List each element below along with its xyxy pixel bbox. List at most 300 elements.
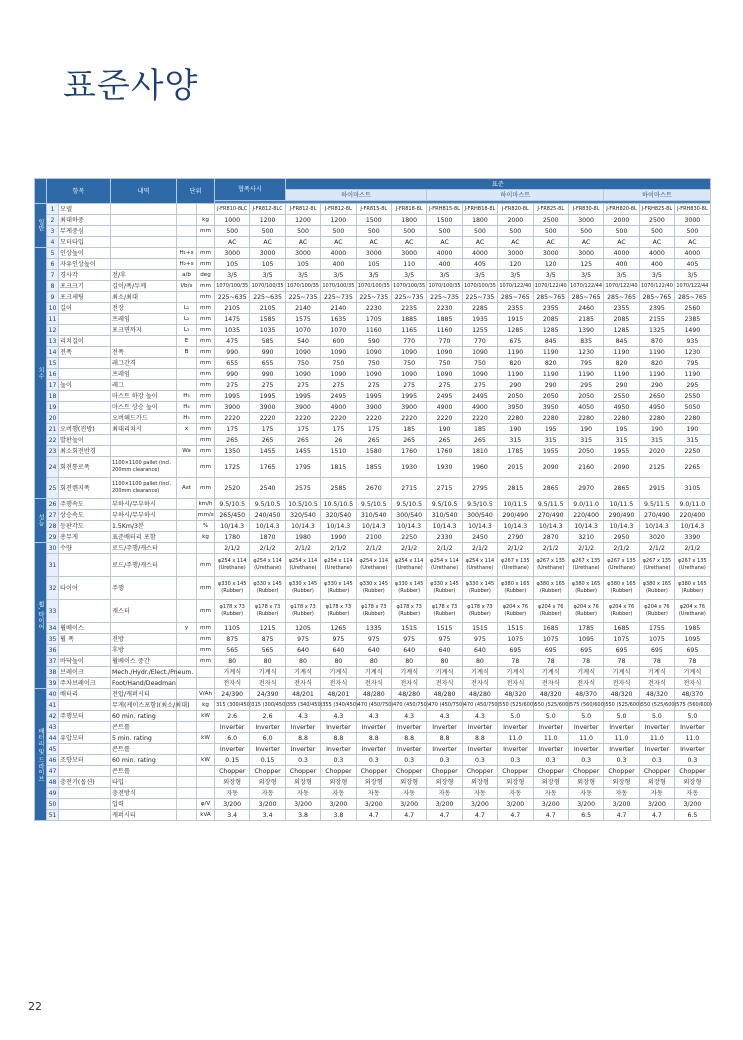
value-cell: 1090 — [462, 369, 497, 380]
section-label: 치수 — [35, 248, 47, 499]
value-cell: 전자식 — [391, 678, 426, 689]
value-cell: Chopper — [498, 766, 533, 777]
value-cell: 2000 — [498, 215, 533, 226]
row-number: 20 — [47, 413, 59, 424]
value-cell: 기계식 — [215, 667, 250, 678]
value-cell: 3/200 — [639, 799, 674, 810]
row-item — [59, 325, 111, 336]
row-item: 길이 — [59, 303, 111, 314]
row-item: 타이어 — [59, 577, 111, 600]
value-cell: 10/14.3 — [391, 521, 426, 532]
row-item — [59, 766, 111, 777]
row-desc: 콘트롤 — [111, 766, 177, 777]
row-unit: V/Ah — [197, 689, 215, 700]
value-cell: 3000 — [498, 248, 533, 259]
value-cell: Chopper — [391, 766, 426, 777]
value-cell: 2085 — [604, 314, 639, 325]
value-cell: 655 — [250, 358, 285, 369]
row-desc: 캐스터 — [111, 600, 177, 623]
value-cell: 1285 — [604, 325, 639, 336]
value-cell: 750 — [462, 358, 497, 369]
row-unit: km/h — [197, 499, 215, 510]
value-cell: 695 — [533, 645, 568, 656]
row-unit — [197, 667, 215, 678]
value-cell: 1885 — [391, 314, 426, 325]
value-cell: 3000 — [391, 248, 426, 259]
value-cell: Chopper — [675, 766, 711, 777]
table-row — [35, 336, 711, 347]
row-desc: 콘트롤 — [111, 744, 177, 755]
row-desc: 타입 — [111, 777, 177, 788]
row-number: 39 — [47, 678, 59, 689]
value-cell: 11.0 — [498, 733, 533, 744]
table-row — [35, 521, 711, 532]
row-desc: 전/후 — [111, 270, 177, 281]
value-cell: 400 — [639, 259, 674, 270]
table-row — [35, 457, 711, 478]
value-cell: 2715 — [427, 478, 462, 499]
value-cell: 외장형 — [321, 777, 356, 788]
value-cell: J-FR820-8L — [498, 204, 533, 215]
value-cell: 1000 — [215, 215, 250, 226]
value-cell: φ204 x 76 (Urethane) — [675, 600, 711, 623]
row-symbol — [177, 369, 197, 380]
value-cell: 2220 — [391, 413, 426, 424]
value-cell: 1200 — [285, 215, 320, 226]
value-cell: Inverter — [427, 744, 462, 755]
value-cell: 290 — [498, 380, 533, 391]
value-cell: 1070/100/35 — [356, 281, 391, 292]
value-cell: 2355 — [533, 303, 568, 314]
value-cell: 105 — [285, 259, 320, 270]
value-cell: 2500 — [639, 215, 674, 226]
header-unit: 단위 — [177, 179, 215, 204]
value-cell: AC — [321, 237, 356, 248]
value-cell: 550 (525/600) — [604, 700, 639, 711]
value-cell: φ204 x 76 (Rubber) — [533, 600, 568, 623]
value-cell: 1090 — [321, 369, 356, 380]
value-cell: 1785 — [568, 623, 603, 634]
table-row — [35, 634, 711, 645]
value-cell: 935 — [675, 336, 711, 347]
value-cell: 전자식 — [675, 678, 711, 689]
row-item: 회전렌지폭 — [59, 478, 111, 499]
row-number: 19 — [47, 402, 59, 413]
value-cell: 2160 — [568, 457, 603, 478]
row-number: 15 — [47, 358, 59, 369]
value-cell: Inverter — [356, 744, 391, 755]
table-row — [35, 347, 711, 358]
value-cell: 315 (300/450) — [215, 700, 250, 711]
row-symbol: a/b — [177, 270, 197, 281]
value-cell: Inverter — [568, 722, 603, 733]
value-cell: 110 — [391, 259, 426, 270]
value-cell: φ380 x 165 (Rubber) — [639, 577, 674, 600]
value-cell: 750 — [285, 358, 320, 369]
value-cell: 125 — [568, 259, 603, 270]
row-symbol — [177, 600, 197, 623]
row-item: 총무게 — [59, 532, 111, 543]
value-cell: 9.0/11.0 — [675, 499, 711, 510]
value-cell: J-FR812-8L — [285, 204, 320, 215]
row-desc: 무게(케이스포함)(최소/최대) — [112, 701, 190, 709]
value-cell: 3000 — [533, 248, 568, 259]
value-cell: 3/5 — [675, 270, 711, 281]
value-cell: 820 — [604, 358, 639, 369]
value-cell: 2285 — [462, 303, 497, 314]
table-row — [35, 744, 711, 755]
value-cell: φ330 x 145 (Rubber) — [391, 577, 426, 600]
value-cell: 975 — [321, 634, 356, 645]
row-number: 12 — [47, 325, 59, 336]
value-cell: 295 — [675, 380, 711, 391]
value-cell: 550 (525/600) — [498, 700, 533, 711]
value-cell: 500 — [427, 226, 462, 237]
value-cell: Inverter — [498, 722, 533, 733]
row-unit: mm — [197, 554, 215, 577]
row-desc: 휠베이스 중간 — [111, 656, 177, 667]
row-symbol — [177, 722, 197, 733]
value-cell: 외장형 — [639, 777, 674, 788]
row-number: 8 — [47, 281, 59, 292]
table-row — [35, 755, 711, 766]
value-cell: 500 — [250, 226, 285, 237]
value-cell: 640 — [462, 645, 497, 656]
value-cell: 9.5/10.5 — [427, 499, 462, 510]
row-desc: 부하시/무부하시 — [111, 510, 177, 521]
value-cell: 4.7 — [498, 810, 533, 821]
row-unit — [197, 543, 215, 554]
value-cell: 500 — [391, 226, 426, 237]
value-cell: 1515 — [498, 623, 533, 634]
row-symbol: B — [177, 347, 197, 358]
value-cell: Inverter — [604, 744, 639, 755]
value-cell: AC — [498, 237, 533, 248]
value-cell: φ267 x 135 (Urethane) — [568, 554, 603, 577]
value-cell: φ204 x 76 (Rubber) — [498, 600, 533, 623]
value-cell: 2/1/2 — [250, 543, 285, 554]
value-cell: 4900 — [321, 402, 356, 413]
value-cell: 1515 — [391, 623, 426, 634]
value-cell: 3/5 — [639, 270, 674, 281]
value-cell: 2050 — [568, 446, 603, 457]
value-cell: 전자식 — [533, 678, 568, 689]
value-cell: 1515 — [462, 623, 497, 634]
row-item: 수량 — [59, 543, 111, 554]
value-cell: J-FR812-8LC — [250, 204, 285, 215]
value-cell: AC — [250, 237, 285, 248]
value-cell: 550 (525/600) — [639, 700, 674, 711]
value-cell: 470 (450/750) — [462, 700, 497, 711]
table-row — [35, 700, 711, 711]
header-group-3: 하이마스트 — [604, 190, 710, 201]
value-cell: 11.0 — [568, 733, 603, 744]
value-cell: 2330 — [427, 532, 462, 543]
row-symbol — [177, 380, 197, 391]
value-cell: 1070/122/44 — [675, 281, 711, 292]
value-cell: 500 — [533, 226, 568, 237]
value-cell: φ267 x 135 (Urethane) — [675, 554, 711, 577]
value-cell: 48/370 — [675, 689, 711, 700]
row-unit: mm — [197, 457, 215, 478]
value-cell: 24/390 — [215, 689, 250, 700]
value-cell: 2250 — [391, 532, 426, 543]
value-cell: 1090 — [427, 347, 462, 358]
value-cell: 기계식 — [391, 667, 426, 678]
row-unit: mm — [197, 358, 215, 369]
value-cell: 5.0 — [568, 711, 603, 722]
value-cell: 9.0/11.0 — [568, 499, 603, 510]
value-cell: 2915 — [639, 478, 674, 499]
value-cell: 8.8 — [285, 733, 320, 744]
value-cell: 1070/122/40 — [604, 281, 639, 292]
row-unit — [197, 678, 215, 689]
row-symbol: H₁+s — [177, 248, 197, 259]
row-unit: mm — [197, 292, 215, 303]
value-cell: 1070 — [285, 325, 320, 336]
value-cell: 전자식 — [356, 678, 391, 689]
value-cell: 265 — [356, 435, 391, 446]
value-cell: 1165 — [391, 325, 426, 336]
row-number: 48 — [47, 777, 59, 788]
row-number: 21 — [47, 424, 59, 435]
value-cell: φ267 x 135 (Urethane) — [498, 554, 533, 577]
value-cell: 3/200 — [215, 799, 250, 810]
value-cell: 695 — [675, 645, 711, 656]
table-row — [35, 314, 711, 325]
row-item — [59, 799, 111, 810]
row-number: 27 — [47, 510, 59, 521]
value-cell: 2220 — [285, 413, 320, 424]
value-cell: 4000 — [604, 248, 639, 259]
value-cell: 875 — [250, 634, 285, 645]
value-cell: 2950 — [604, 532, 639, 543]
value-cell: 전자식 — [250, 678, 285, 689]
value-cell: 78 — [533, 656, 568, 667]
table-row — [35, 656, 711, 667]
value-cell: 1490 — [675, 325, 711, 336]
row-item: 높이 — [59, 380, 111, 391]
value-cell: φ254 x 114 (Urethane) — [391, 554, 426, 577]
row-desc: 1100×1100 pallet (incl. 200mm clearance) — [111, 478, 177, 499]
value-cell: Chopper — [568, 766, 603, 777]
value-cell: 2230 — [427, 303, 462, 314]
value-cell: 1815 — [321, 457, 356, 478]
value-cell: AC — [427, 237, 462, 248]
table-row — [35, 532, 711, 543]
value-cell: 175 — [285, 424, 320, 435]
row-number: 4 — [47, 237, 59, 248]
value-cell: φ204 x 76 (Rubber) — [604, 600, 639, 623]
value-cell: 1190 — [675, 369, 711, 380]
row-item — [59, 413, 111, 424]
table-row — [35, 499, 711, 510]
value-cell: 285~765 — [533, 292, 568, 303]
value-cell: 1205 — [285, 623, 320, 634]
value-cell: 외장형 — [568, 777, 603, 788]
row-unit: mm — [197, 380, 215, 391]
value-cell: AC — [391, 237, 426, 248]
value-cell: 2230 — [356, 303, 391, 314]
value-cell: 975 — [462, 634, 497, 645]
value-cell: Chopper — [356, 766, 391, 777]
table-row — [35, 510, 711, 521]
row-item — [59, 358, 111, 369]
row-desc: 포크면까지 — [111, 325, 177, 336]
value-cell: φ380 x 165 (Rubber) — [533, 577, 568, 600]
row-number: 7 — [47, 270, 59, 281]
row-desc: 전장 — [111, 303, 177, 314]
value-cell: 1935 — [462, 314, 497, 325]
section-label: 일반 — [35, 204, 47, 248]
value-cell: 3/5 — [568, 270, 603, 281]
value-cell: 695 — [568, 645, 603, 656]
value-cell: φ380 x 165 (Rubber) — [498, 577, 533, 600]
row-symbol — [177, 237, 197, 248]
spec-body — [35, 204, 711, 821]
value-cell: 0.3 — [639, 755, 674, 766]
value-cell: 3/5 — [533, 270, 568, 281]
row-desc: Foot/Hand/Deadman — [112, 679, 176, 687]
value-cell: 기계식 — [498, 667, 533, 678]
value-cell: 1285 — [533, 325, 568, 336]
value-cell: 275 — [321, 380, 356, 391]
row-number: 37 — [47, 656, 59, 667]
table-row — [35, 259, 711, 270]
value-cell: 2140 — [321, 303, 356, 314]
row-symbol: L₁ — [177, 303, 197, 314]
value-cell: 795 — [568, 358, 603, 369]
value-cell: 3/5 — [604, 270, 639, 281]
value-cell: 2105 — [250, 303, 285, 314]
value-cell: 10/14.3 — [250, 521, 285, 532]
row-number: 3 — [47, 226, 59, 237]
value-cell: 185 — [462, 424, 497, 435]
row-symbol — [177, 744, 197, 755]
value-cell: 10/11.5 — [604, 499, 639, 510]
value-cell: 0.3 — [675, 755, 711, 766]
row-unit: mm — [197, 478, 215, 499]
value-cell: AC — [215, 237, 250, 248]
value-cell: 1160 — [356, 325, 391, 336]
value-cell: J-FRH820-8L — [604, 204, 639, 215]
value-cell: 315 (300/450) — [250, 700, 285, 711]
value-cell: 48/201 — [321, 689, 356, 700]
table-row — [35, 678, 711, 689]
row-desc: 프레임 — [111, 369, 177, 380]
value-cell: 500 — [321, 226, 356, 237]
row-symbol — [177, 766, 197, 777]
row-unit: φ/V — [197, 799, 215, 810]
value-cell: 1070/100/35 — [285, 281, 320, 292]
value-cell: 2050 — [533, 391, 568, 402]
value-cell: Inverter — [462, 744, 497, 755]
value-cell: 315 — [568, 435, 603, 446]
value-cell: J-FR815-8L — [356, 204, 391, 215]
value-cell: 2460 — [568, 303, 603, 314]
value-cell: 기계식 — [604, 667, 639, 678]
value-cell: 9.5/10.5 — [215, 499, 250, 510]
value-cell: 10/14.3 — [462, 521, 497, 532]
table-row — [35, 766, 711, 777]
value-cell: 외장형 — [462, 777, 497, 788]
row-desc: 5 min. rating — [111, 733, 177, 744]
row-unit: mm — [197, 424, 215, 435]
row-number: 10 — [47, 303, 59, 314]
row-number: 38 — [47, 667, 59, 678]
row-desc: 전압/캐퍼시티 — [111, 689, 177, 700]
row-symbol — [177, 733, 197, 744]
row-unit: deg — [197, 270, 215, 281]
value-cell: 500 — [568, 226, 603, 237]
row-unit: % — [197, 521, 215, 532]
value-cell: 9.5/11.5 — [533, 499, 568, 510]
value-cell: 315 — [604, 435, 639, 446]
row-number: 5 — [47, 248, 59, 259]
value-cell: 2550 — [675, 391, 711, 402]
value-cell: 3/200 — [321, 799, 356, 810]
value-cell: 1090 — [321, 347, 356, 358]
value-cell: 자동 — [498, 788, 533, 799]
value-cell: 1705 — [356, 314, 391, 325]
value-cell: 295 — [568, 380, 603, 391]
value-cell: 1390 — [568, 325, 603, 336]
row-number: 22 — [47, 435, 59, 446]
value-cell: 640 — [321, 645, 356, 656]
value-cell: 11.0 — [675, 733, 711, 744]
value-cell: 565 — [215, 645, 250, 656]
value-cell: 405 — [675, 259, 711, 270]
value-cell: 전자식 — [462, 678, 497, 689]
row-desc: 길이/폭/두께 — [111, 281, 177, 292]
value-cell: 0.3 — [356, 755, 391, 766]
value-cell: 자동 — [427, 788, 462, 799]
value-cell: 275 — [250, 380, 285, 391]
row-item: 유압모터 — [59, 733, 111, 744]
row-unit: mm — [197, 325, 215, 336]
value-cell: φ330 x 145 (Rubber) — [427, 577, 462, 600]
value-cell: 3105 — [675, 478, 711, 499]
table-row — [35, 623, 711, 634]
row-item — [59, 600, 111, 623]
value-cell: AC — [604, 237, 639, 248]
row-unit: mm — [197, 281, 215, 292]
value-cell: 0.15 — [250, 755, 285, 766]
row-unit: mm — [197, 347, 215, 358]
value-cell: 1885 — [427, 314, 462, 325]
value-cell: 470 (450/750) — [391, 700, 426, 711]
value-cell: AC — [568, 237, 603, 248]
value-cell: 3/5 — [462, 270, 497, 281]
value-cell: 2560 — [675, 303, 711, 314]
value-cell: 3/5 — [321, 270, 356, 281]
row-item: 휠베이스 — [59, 623, 111, 634]
row-number: 42 — [47, 711, 59, 722]
value-cell: 275 — [285, 380, 320, 391]
value-cell: 3/200 — [533, 799, 568, 810]
value-cell: 975 — [285, 634, 320, 645]
value-cell: 2015 — [498, 457, 533, 478]
value-cell: 2/1/2 — [568, 543, 603, 554]
value-cell: Inverter — [321, 744, 356, 755]
value-cell: 2100 — [356, 532, 391, 543]
value-cell: 10/14.3 — [568, 521, 603, 532]
value-cell: 1190 — [639, 369, 674, 380]
value-cell: 175 — [215, 424, 250, 435]
value-cell: 290 — [639, 380, 674, 391]
value-cell: 1095 — [568, 634, 603, 645]
row-symbol — [177, 689, 197, 700]
